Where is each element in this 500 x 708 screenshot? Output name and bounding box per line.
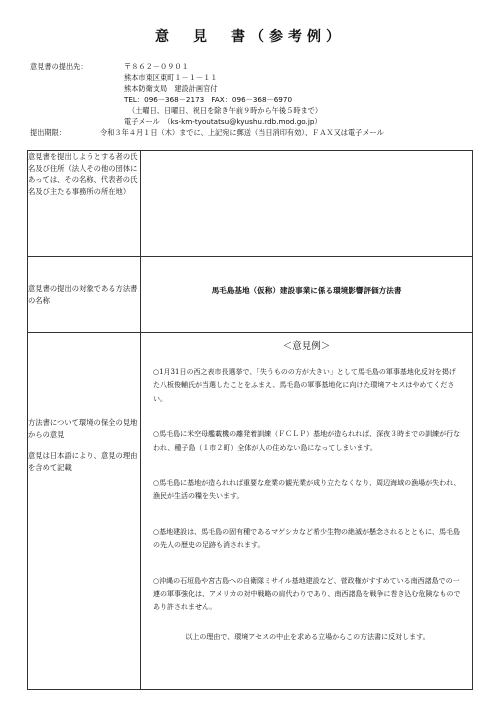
method-title: 馬毛島基地（仮称）建設事業に係る環境影響評価方法書: [211, 286, 402, 295]
opinion-paragraph: ○沖縄の石垣島や宮古島への自衛隊ミサイル基地建設など、菅政権がすすめている南西諸島での一連の軍事強化は、アメリカの対中戦略の肩代わりであり、南西諸島を戦争に巻き込む危険なものであり許されません。: [153, 576, 461, 612]
address: 熊本市東区東町１－１－１１: [124, 73, 218, 82]
hours-note: （土曜日、日曜日、祝日を除き午前９時から午後５時まで）: [128, 106, 323, 115]
deadline-text: 令和３年４月１日（木）までに、上記宛に郵送（当日消印有効）、ＦＡＸ又は電子メール: [100, 128, 384, 137]
method-field[interactable]: [141, 257, 473, 333]
office-name: 熊本防衛支局 建設計画官付: [124, 84, 218, 93]
opinion-row: [28, 333, 473, 690]
submitter-field[interactable]: [141, 151, 473, 257]
submitter-row: [28, 151, 473, 257]
submit-to-label: 意見書の提出先：: [30, 62, 88, 71]
deadline-label: 提出期限：: [30, 128, 66, 137]
postal-code: 〒８６２－０９０１: [124, 62, 189, 71]
document-title: 意 見 書（参考例）: [155, 29, 345, 45]
tel-fax: TEL：096－368－2173 FAX：096－368－6970: [124, 95, 293, 104]
submitter-label: 意見書を提出しようとする者の氏名及び住所（法人その他の団体にあっては、その名称、代表者の氏名及び主たる事務所の所在地）: [28, 151, 141, 257]
opinion-heading: ＜意見例＞: [282, 341, 331, 352]
opinion-label: 方法書について環境の保全の見地からの意見: [28, 418, 138, 439]
method-row: [28, 257, 473, 333]
method-label: 意見書の提出の対象である方法書の名称: [28, 257, 141, 333]
opinion-form-table: [27, 150, 473, 690]
opinion-paragraph: ○基地建設は、馬毛島の固有種であるマゲシカなど希少生物の絶滅が懸念されるとともに、馬毛島の先人の歴史の足跡も消されます。: [153, 527, 460, 550]
opinion-field[interactable]: [141, 333, 473, 690]
opinion-paragraph: ○馬毛島に米空母艦載機の離発着訓練（ＦＣＬＰ）基地が造られれば、深夜３時までの訓練が行なわれ、種子島（１市２町）全体が人の住めない島になってしまいます。: [153, 430, 461, 452]
opinion-paragraph: ○馬毛島に基地が造られれば重要な産業の観光業が成り立たなくなり、周辺海域の漁場が失われ、漁民が生活の糧を失います。: [153, 479, 461, 501]
email: 電子メール （ks-km-tyoutatsu@kyushu.rdb.mod.go.jp）: [124, 117, 322, 126]
opinion-note: 意見は日本語により、意見の理由を含めて記載: [28, 451, 138, 472]
opinion-label-cell: [28, 333, 141, 690]
opinion-paragraph: ○1月31日の西之表市長選挙で、「失うものの方が大きい」として馬毛島の軍事基地化反対を掲げた八板俊輔氏が当選したことをふまえ、馬毛島の軍事基地化に向けた環境アセスはやめてください。: [153, 368, 456, 403]
closing-statement: 以上の理由で、環境アセスの中止を求める立場からこの方法書に反対します。: [185, 632, 430, 641]
